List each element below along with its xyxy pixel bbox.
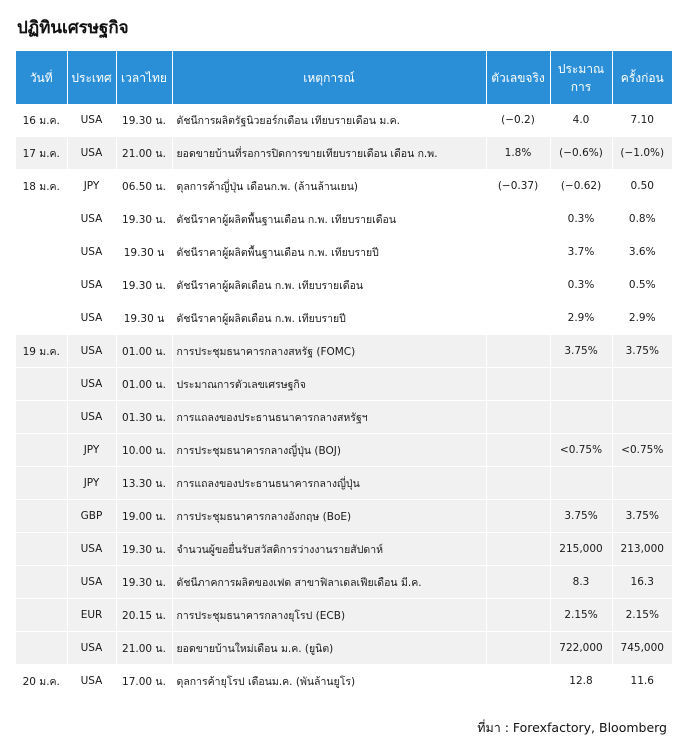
table-row [16, 434, 672, 467]
table-row [16, 236, 672, 269]
row-event: การประชุมธนาคารกลางยุโรป (ECB) [172, 599, 486, 632]
row-time: 21.00 น. [116, 632, 172, 665]
row-previous: 0.50 [612, 170, 672, 203]
table-row [16, 467, 672, 500]
row-time: 19.30 น. [116, 269, 172, 302]
row-time: 19.30 น. [116, 203, 172, 236]
row-forecast: 0.3% [550, 269, 612, 302]
row-event: ดุลการค้าญี่ปุ่น เดือนก.พ. (ล้านล้านเยน) [172, 170, 486, 203]
row-event: ดัชนีราคาผู้ผลิตเดือน ก.พ. เทียบรายเดือน [172, 269, 486, 302]
row-country: USA [67, 236, 116, 269]
row-time: 19.30 น [116, 236, 172, 269]
row-previous: 11.6 [612, 665, 672, 698]
header-country: ประเทศ [67, 51, 116, 104]
row-forecast: (−0.6%) [550, 137, 612, 170]
row-date [16, 467, 67, 500]
row-date [16, 203, 67, 236]
row-date [16, 269, 67, 302]
row-event: การประชุมธนาคารกลางอังกฤษ (BoE) [172, 500, 486, 533]
row-previous: 3.75% [612, 335, 672, 368]
row-actual [486, 269, 550, 302]
row-forecast: 2.9% [550, 302, 612, 335]
row-date [16, 599, 67, 632]
row-time: 20.15 น. [116, 599, 172, 632]
row-date: 18 ม.ค. [16, 170, 67, 203]
row-country: JPY [67, 467, 116, 500]
row-time: 17.00 น. [116, 665, 172, 698]
table-row [16, 500, 672, 533]
row-time: 01.00 น. [116, 335, 172, 368]
row-forecast: <0.75% [550, 434, 612, 467]
row-country: EUR [67, 599, 116, 632]
row-event: ประมาณการตัวเลขเศรษฐกิจ [172, 368, 486, 401]
row-country: USA [67, 203, 116, 236]
table-row [16, 269, 672, 302]
row-date [16, 368, 67, 401]
table-row [16, 335, 672, 368]
header-row [16, 51, 672, 104]
row-forecast: (−0.62) [550, 170, 612, 203]
row-previous: 0.5% [612, 269, 672, 302]
row-previous: (−1.0%) [612, 137, 672, 170]
table-row [16, 401, 672, 434]
row-country: USA [67, 302, 116, 335]
row-date [16, 500, 67, 533]
row-date [16, 533, 67, 566]
row-previous: 7.10 [612, 104, 672, 137]
row-date: 17 ม.ค. [16, 137, 67, 170]
row-event: ดัชนีราคาผู้ผลิตเดือน ก.พ. เทียบรายปี [172, 302, 486, 335]
row-actual: 1.8% [486, 137, 550, 170]
table-row [16, 137, 672, 170]
row-previous: 0.8% [612, 203, 672, 236]
row-time: 21.00 น. [116, 137, 172, 170]
row-forecast: 722,000 [550, 632, 612, 665]
row-country: USA [67, 104, 116, 137]
row-forecast [550, 401, 612, 434]
header-event: เหตุการณ์ [172, 51, 486, 104]
row-actual [486, 368, 550, 401]
row-actual: (−0.2) [486, 104, 550, 137]
table-row [16, 599, 672, 632]
row-time: 01.00 น. [116, 368, 172, 401]
row-previous: 2.9% [612, 302, 672, 335]
header-previous: ครั้งก่อน [612, 51, 672, 104]
row-date: 20 ม.ค. [16, 665, 67, 698]
row-country: USA [67, 368, 116, 401]
row-country: USA [67, 566, 116, 599]
row-forecast: 3.75% [550, 335, 612, 368]
row-country: GBP [67, 500, 116, 533]
row-time: 19.00 น. [116, 500, 172, 533]
row-forecast: 3.75% [550, 500, 612, 533]
row-actual [486, 401, 550, 434]
row-event: ยอดขายบ้านที่รอการปิดการขายเทียบรายเดือน เดือน ก.พ. [172, 137, 486, 170]
row-event: ดัชนีภาคการผลิตของเฟด สาขาฟิลาเดลเฟียเดือน มี.ค. [172, 566, 486, 599]
row-time: 10.00 น. [116, 434, 172, 467]
row-actual [486, 500, 550, 533]
row-event: ดัชนีราคาผู้ผลิตพื้นฐานเดือน ก.พ. เทียบรายเดือน [172, 203, 486, 236]
row-actual [486, 236, 550, 269]
row-country: USA [67, 269, 116, 302]
row-country: JPY [67, 434, 116, 467]
row-actual [486, 203, 550, 236]
row-forecast: 12.8 [550, 665, 612, 698]
row-event: การประชุมธนาคารกลางญี่ปุ่น (BOJ) [172, 434, 486, 467]
row-previous: 16.3 [612, 566, 672, 599]
row-country: USA [67, 401, 116, 434]
row-date [16, 236, 67, 269]
row-event: การแถลงของประธานธนาคารกลางสหรัฐฯ [172, 401, 486, 434]
row-forecast: 3.7% [550, 236, 612, 269]
row-date [16, 434, 67, 467]
page-title: ปฏิทินเศรษฐกิจ [17, 18, 129, 38]
table-row [16, 533, 672, 566]
table-row [16, 368, 672, 401]
row-actual [486, 566, 550, 599]
row-event: ดัชนีการผลิตรัฐนิวยอร์กเดือน เทียบรายเดือน ม.ค. [172, 104, 486, 137]
table-row [16, 632, 672, 665]
row-time: 06.50 น. [116, 170, 172, 203]
row-country: JPY [67, 170, 116, 203]
row-date: 19 ม.ค. [16, 335, 67, 368]
row-previous [612, 467, 672, 500]
row-time: 13.30 น. [116, 467, 172, 500]
row-event: การประชุมธนาคารกลางสหรัฐ (FOMC) [172, 335, 486, 368]
row-actual [486, 533, 550, 566]
row-forecast: 215,000 [550, 533, 612, 566]
row-previous: 2.15% [612, 599, 672, 632]
row-actual [486, 335, 550, 368]
row-time: 19.30 น. [116, 533, 172, 566]
row-time: 19.30 น [116, 302, 172, 335]
row-time: 19.30 น. [116, 104, 172, 137]
row-actual [486, 632, 550, 665]
table-row [16, 104, 672, 137]
row-country: USA [67, 533, 116, 566]
row-forecast [550, 467, 612, 500]
header-date: วันที่ [16, 51, 67, 104]
row-previous: 213,000 [612, 533, 672, 566]
row-forecast: 2.15% [550, 599, 612, 632]
row-previous: 3.75% [612, 500, 672, 533]
header-time: เวลาไทย [116, 51, 172, 104]
row-actual [486, 665, 550, 698]
row-event: ดุลการค้ายุโรป เดือนม.ค. (พันล้านยูโร) [172, 665, 486, 698]
row-event: ดัชนีราคาผู้ผลิตพื้นฐานเดือน ก.พ. เทียบรายปี [172, 236, 486, 269]
row-event: ยอดขายบ้านใหม่เดือน ม.ค. (ยูนิต) [172, 632, 486, 665]
row-date [16, 632, 67, 665]
row-country: USA [67, 632, 116, 665]
row-forecast: 4.0 [550, 104, 612, 137]
row-event: จำนวนผู้ขอยื่นรับสวัสดิการว่างงานรายสัปดาห์ [172, 533, 486, 566]
row-country: USA [67, 137, 116, 170]
row-actual: (−0.37) [486, 170, 550, 203]
row-previous: <0.75% [612, 434, 672, 467]
row-forecast: 8.3 [550, 566, 612, 599]
source-note: ที่มา : Forexfactory, Bloomberg [477, 720, 667, 735]
row-actual [486, 467, 550, 500]
table-row [16, 665, 672, 698]
row-time: 19.30 น. [116, 566, 172, 599]
economic-calendar-table [16, 51, 672, 698]
header-forecast: ประมาณการ [550, 51, 612, 104]
row-forecast [550, 368, 612, 401]
row-country: USA [67, 335, 116, 368]
table-row [16, 566, 672, 599]
row-event: การแถลงของประธานธนาคารกลางญี่ปุ่น [172, 467, 486, 500]
row-actual [486, 302, 550, 335]
table-row [16, 203, 672, 236]
row-date [16, 401, 67, 434]
row-date: 16 ม.ค. [16, 104, 67, 137]
row-actual [486, 434, 550, 467]
header-actual: ตัวเลขจริง [486, 51, 550, 104]
row-previous [612, 401, 672, 434]
row-country: USA [67, 665, 116, 698]
row-forecast: 0.3% [550, 203, 612, 236]
row-previous: 745,000 [612, 632, 672, 665]
row-previous [612, 368, 672, 401]
row-date [16, 566, 67, 599]
table-row [16, 302, 672, 335]
table-row [16, 170, 672, 203]
row-time: 01.30 น. [116, 401, 172, 434]
row-actual [486, 599, 550, 632]
row-date [16, 302, 67, 335]
row-previous: 3.6% [612, 236, 672, 269]
